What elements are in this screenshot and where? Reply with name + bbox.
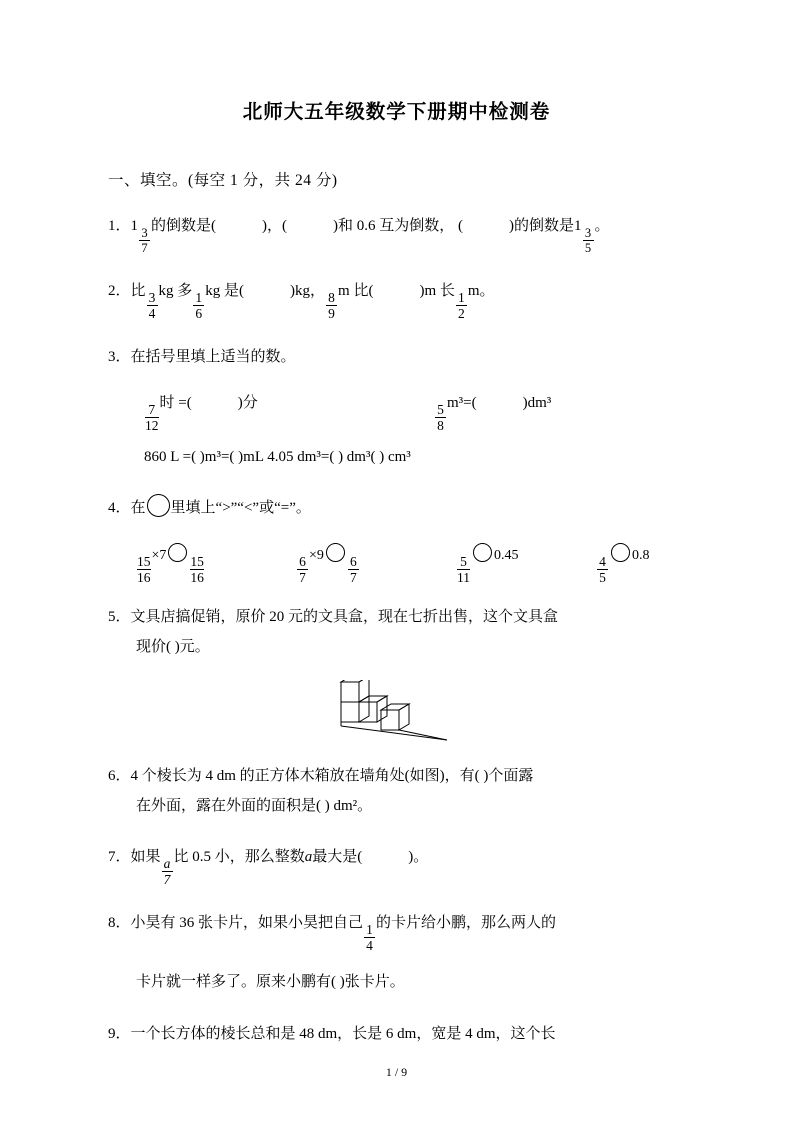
question-6 bbox=[108, 761, 685, 821]
q8-number: 8． bbox=[108, 914, 131, 931]
question-3 bbox=[108, 342, 685, 472]
q4-comparison-row bbox=[136, 541, 685, 585]
q4-frac-2r: $\frac{6}{7}$ bbox=[348, 554, 359, 585]
circle-icon[interactable] bbox=[168, 543, 187, 562]
q3-row-2[interactable]: 860 L =( )m³=( )mL 4.05 dm³=( ) dm³( ) cm³ bbox=[144, 448, 411, 465]
q5-line-1: 文具店搞促销，原价 20 元的文具盒，现在七折出售，这个文具盒 bbox=[130, 608, 559, 625]
cubes-diagram bbox=[297, 680, 497, 748]
q7-text-4: )。 bbox=[408, 848, 429, 865]
cube-figure bbox=[108, 680, 685, 753]
q4-number: 4． bbox=[108, 499, 131, 516]
q4-frac-3l: $\frac{5}{11}$ bbox=[457, 553, 470, 585]
q6-line-1: 4 个棱长为 4 dm 的正方体木箱放在墙角处(如图)，有( )个面露 bbox=[130, 767, 534, 784]
q9-line-1: 一个长方体的棱长总和是 48 dm，长是 6 dm，宽是 4 dm，这个长 bbox=[130, 1026, 556, 1043]
question-7 bbox=[108, 842, 685, 887]
q2-text-2: kg 多 bbox=[158, 282, 193, 299]
q4-frac-1r: $\frac{15}{16}$ bbox=[190, 553, 204, 585]
q1-text-2: )，( bbox=[262, 218, 288, 234]
question-8 bbox=[108, 908, 685, 997]
q1-text-3: )和 0.6 互为倒数， ( bbox=[333, 218, 464, 234]
q4-item-1 bbox=[136, 541, 205, 585]
q7-text-2: 比 0.5 小，那么整数 bbox=[173, 848, 305, 865]
q3-item-b bbox=[434, 388, 551, 433]
q9-number: 9． bbox=[108, 1026, 131, 1043]
q1-den-2: 5 bbox=[583, 240, 594, 255]
q2-number: 2． bbox=[108, 282, 131, 299]
q5-number: 5． bbox=[108, 608, 131, 625]
q7-number: 7． bbox=[108, 848, 131, 865]
q1-text-4: )的倒数是 bbox=[509, 218, 575, 234]
q1-whole-2: 1 bbox=[574, 218, 582, 234]
page-title: 北师大五年级数学下册期中检测卷 bbox=[242, 101, 551, 123]
q2-fraction-2: $\frac{1}{6}$ bbox=[193, 290, 204, 321]
q3-row-1 bbox=[144, 388, 685, 433]
q8-text-2: 的卡片给小鹏，那么两人的 bbox=[376, 914, 557, 931]
q2-text-4: )kg， bbox=[290, 282, 326, 299]
question-5 bbox=[108, 602, 685, 662]
q6-number: 6． bbox=[108, 767, 131, 784]
circle-icon bbox=[147, 494, 170, 517]
q2-fraction-4: $\frac{1}{2}$ bbox=[456, 290, 467, 321]
q1-den-1: 7 bbox=[139, 240, 150, 255]
q1-mixed-fraction-1 bbox=[131, 211, 152, 255]
q8-line-2[interactable]: 卡片就一样多了。原来小鹏有( )张卡片。 bbox=[136, 974, 405, 991]
q2-text-1: 比 bbox=[130, 282, 146, 299]
question-1 bbox=[108, 211, 685, 255]
q1-whole-1: 1 bbox=[130, 218, 139, 234]
q4-frac-1l: $\frac{15}{16}$ bbox=[137, 553, 151, 585]
q1-mixed-fraction-2 bbox=[574, 211, 595, 255]
q2-text-7: m。 bbox=[467, 282, 495, 299]
q2-text-6: )m 长 bbox=[419, 282, 455, 299]
q1-text-1: 的倒数是( bbox=[151, 218, 217, 234]
q3-a-post: )分 bbox=[237, 394, 258, 411]
q4-op-2: × bbox=[309, 547, 317, 563]
q8-text-1: 小昊有 36 张卡片，如果小昊把自己 bbox=[130, 914, 364, 931]
q5-line-2[interactable]: 现价( )元。 bbox=[136, 638, 210, 655]
question-9 bbox=[108, 1019, 685, 1049]
q4-frac-2l: $\frac{6}{7}$ bbox=[297, 554, 308, 585]
q4-item-2 bbox=[296, 541, 360, 585]
q3-number: 3． bbox=[108, 348, 131, 365]
q1-text-5: 。 bbox=[594, 218, 610, 234]
q4-op-1: ×7 bbox=[151, 547, 167, 563]
q4-frac-4l: $\frac{4}{5}$ bbox=[597, 554, 608, 585]
q4-item-3 bbox=[456, 541, 519, 585]
q1-num-1: 3 bbox=[141, 225, 148, 240]
q4-text-b: 里填上“>”“<”或“=”。 bbox=[170, 499, 311, 516]
q4-value-3: 0.45 bbox=[494, 547, 519, 563]
q2-fraction-1: $\frac{3}{4}$ bbox=[147, 290, 158, 321]
q2-text-5: m 比( bbox=[338, 282, 374, 299]
q4-text-a: 在 bbox=[130, 499, 146, 516]
q3-item-a bbox=[144, 388, 258, 433]
q8-fraction: $\frac{1}{4}$ bbox=[364, 922, 375, 953]
question-4 bbox=[108, 493, 685, 585]
q1-num-2: 3 bbox=[584, 225, 592, 240]
page-footer: 1 / 9 bbox=[385, 1065, 408, 1079]
q4-op-2b: 9 bbox=[316, 547, 324, 563]
q3-text: 在括号里填上适当的数。 bbox=[130, 348, 296, 365]
circle-icon[interactable] bbox=[473, 543, 492, 562]
q3-fraction-b: $\frac{5}{8}$ bbox=[435, 402, 446, 433]
q2-text-3: kg 是( bbox=[205, 282, 245, 299]
q6-line-2[interactable]: 在外面，露在外面的面积是( ) dm²。 bbox=[136, 797, 373, 814]
q7-text-3: 最大是( bbox=[312, 848, 363, 865]
q2-fraction-3: $\frac{8}{9}$ bbox=[326, 290, 337, 321]
q3-fraction-a: $\frac{7}{12}$ bbox=[145, 401, 159, 433]
section-heading: 一、填空。(每空 1 分，共 24 分) bbox=[108, 172, 338, 189]
q3-a-pre: 时 =( bbox=[159, 394, 192, 411]
q4-value-4: 0.8 bbox=[632, 547, 650, 563]
q7-fraction: $\frac{a}{7}$ bbox=[162, 856, 173, 887]
q3-b-post: )dm³ bbox=[522, 394, 552, 411]
q1-number: 1． bbox=[108, 218, 131, 234]
q4-item-4 bbox=[596, 541, 650, 585]
circle-icon[interactable] bbox=[326, 543, 345, 562]
q7-variable: a bbox=[304, 848, 313, 865]
q7-text-1: 如果 bbox=[130, 848, 161, 865]
circle-icon[interactable] bbox=[611, 543, 630, 562]
q3-b-pre: m³=( bbox=[447, 394, 477, 411]
question-2 bbox=[108, 276, 685, 321]
